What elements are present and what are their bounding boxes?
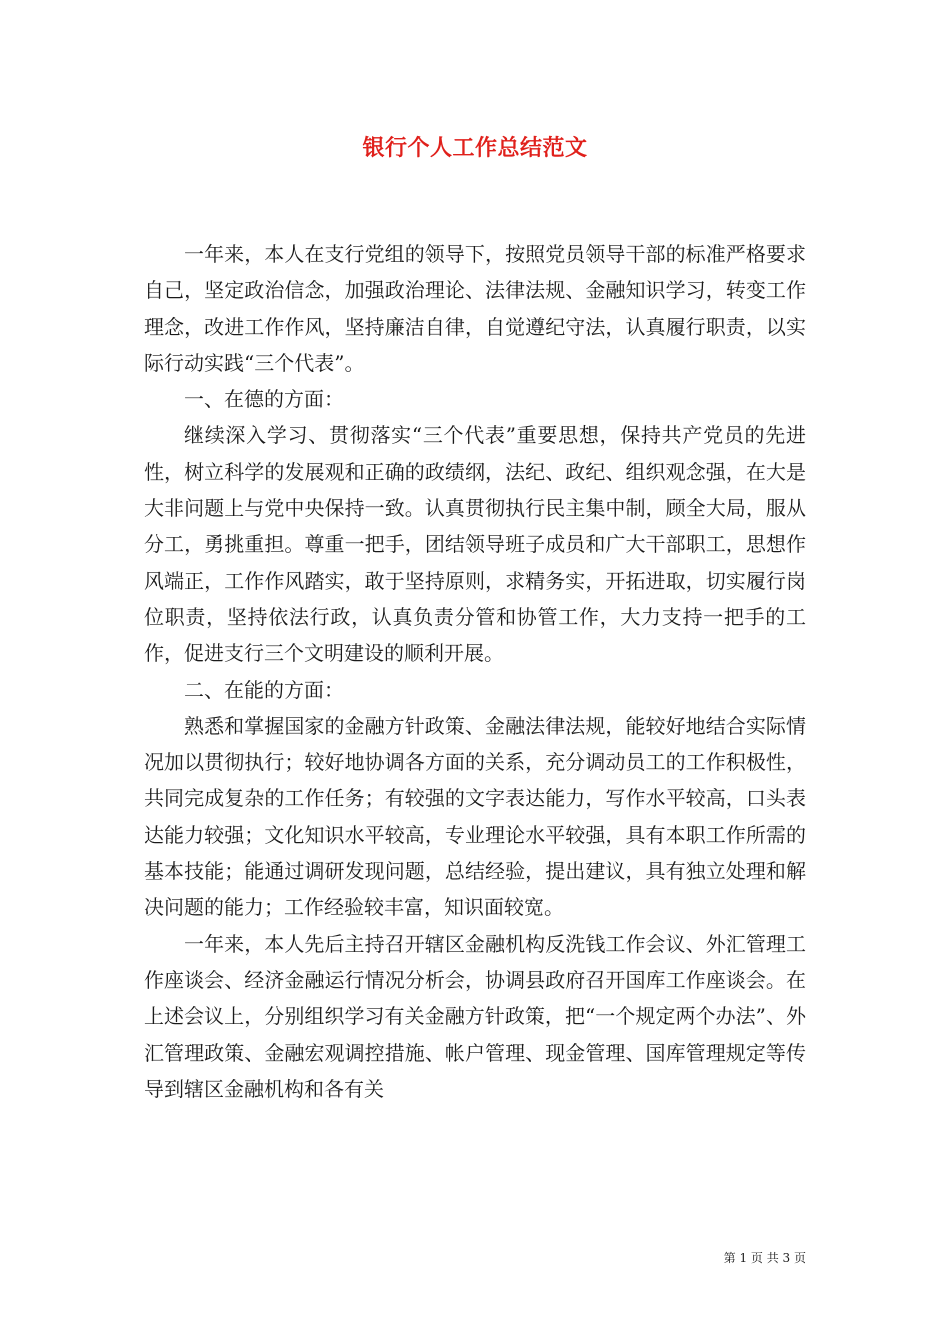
document-body (144, 236, 806, 1107)
paragraph-morality: 继续深入学习、贯彻落实“三个代表”重要思想，保持共产党员的先进性，树立科学的发展观和正确的政绩纲，法纪、政纪、组织观念强，在大是大非问题上与党中央保持一致。认真贯彻执行民主集中制，顾全大局，服从分工，勇挑重担。尊重一把手，团结领导班子成员和广大干部职工，思想作风端正，工作作风踏实，敢于坚持原则，求精务实，开拓进取，切实履行岗位职责，坚持依法行政，认真负责分管和协管工作，大力支持一把手的工作，促进支行三个文明建设的顺利开展。 (144, 423, 806, 666)
section-heading-morality: 一、在德的方面： (184, 387, 344, 412)
paragraph-meetings: 一年来，本人先后主持召开辖区金融机构反洗钱工作会议、外汇管理工作座谈会、经济金融运行情况分析会，协调县政府召开国库工作座谈会。在上述会议上，分别组织学习有关金融方针政策，把“一个规定两个办法”、外汇管理政策、金融宏观调控措施、帐户管理、现金管理、国库管理规定等传导到辖区金融机构和各有关 (144, 931, 806, 1101)
document-title: 银行个人工作总结范文 (362, 135, 588, 161)
page-number: 第 1 页 共 3 页 (723, 1251, 806, 1265)
section-heading-ability: 二、在能的方面： (184, 677, 344, 702)
paragraph-ability: 熟悉和掌握国家的金融方针政策、金融法律法规，能较好地结合实际情况加以贯彻执行；较好地协调各方面的关系，充分调动员工的工作积极性，共同完成复杂的工作任务；有较强的文字表达能力，写作水平较高，口头表达能力较强；文化知识水平较高，专业理论水平较强，具有本职工作所需的基本技能；能通过调研发现问题，总结经验，提出建议，具有独立处理和解决问题的能力；工作经验较丰富，知识面较宽。 (144, 713, 806, 920)
paragraph-intro: 一年来，本人在支行党组的领导下，按照党员领导干部的标准严格要求自己，坚定政治信念，加强政治理论、法律法规、金融知识学习，转变工作理念，改进工作作风，坚持廉洁自律，自觉遵纪守法，认真履行职责，以实际行动实践“三个代表”。 (144, 242, 806, 375)
